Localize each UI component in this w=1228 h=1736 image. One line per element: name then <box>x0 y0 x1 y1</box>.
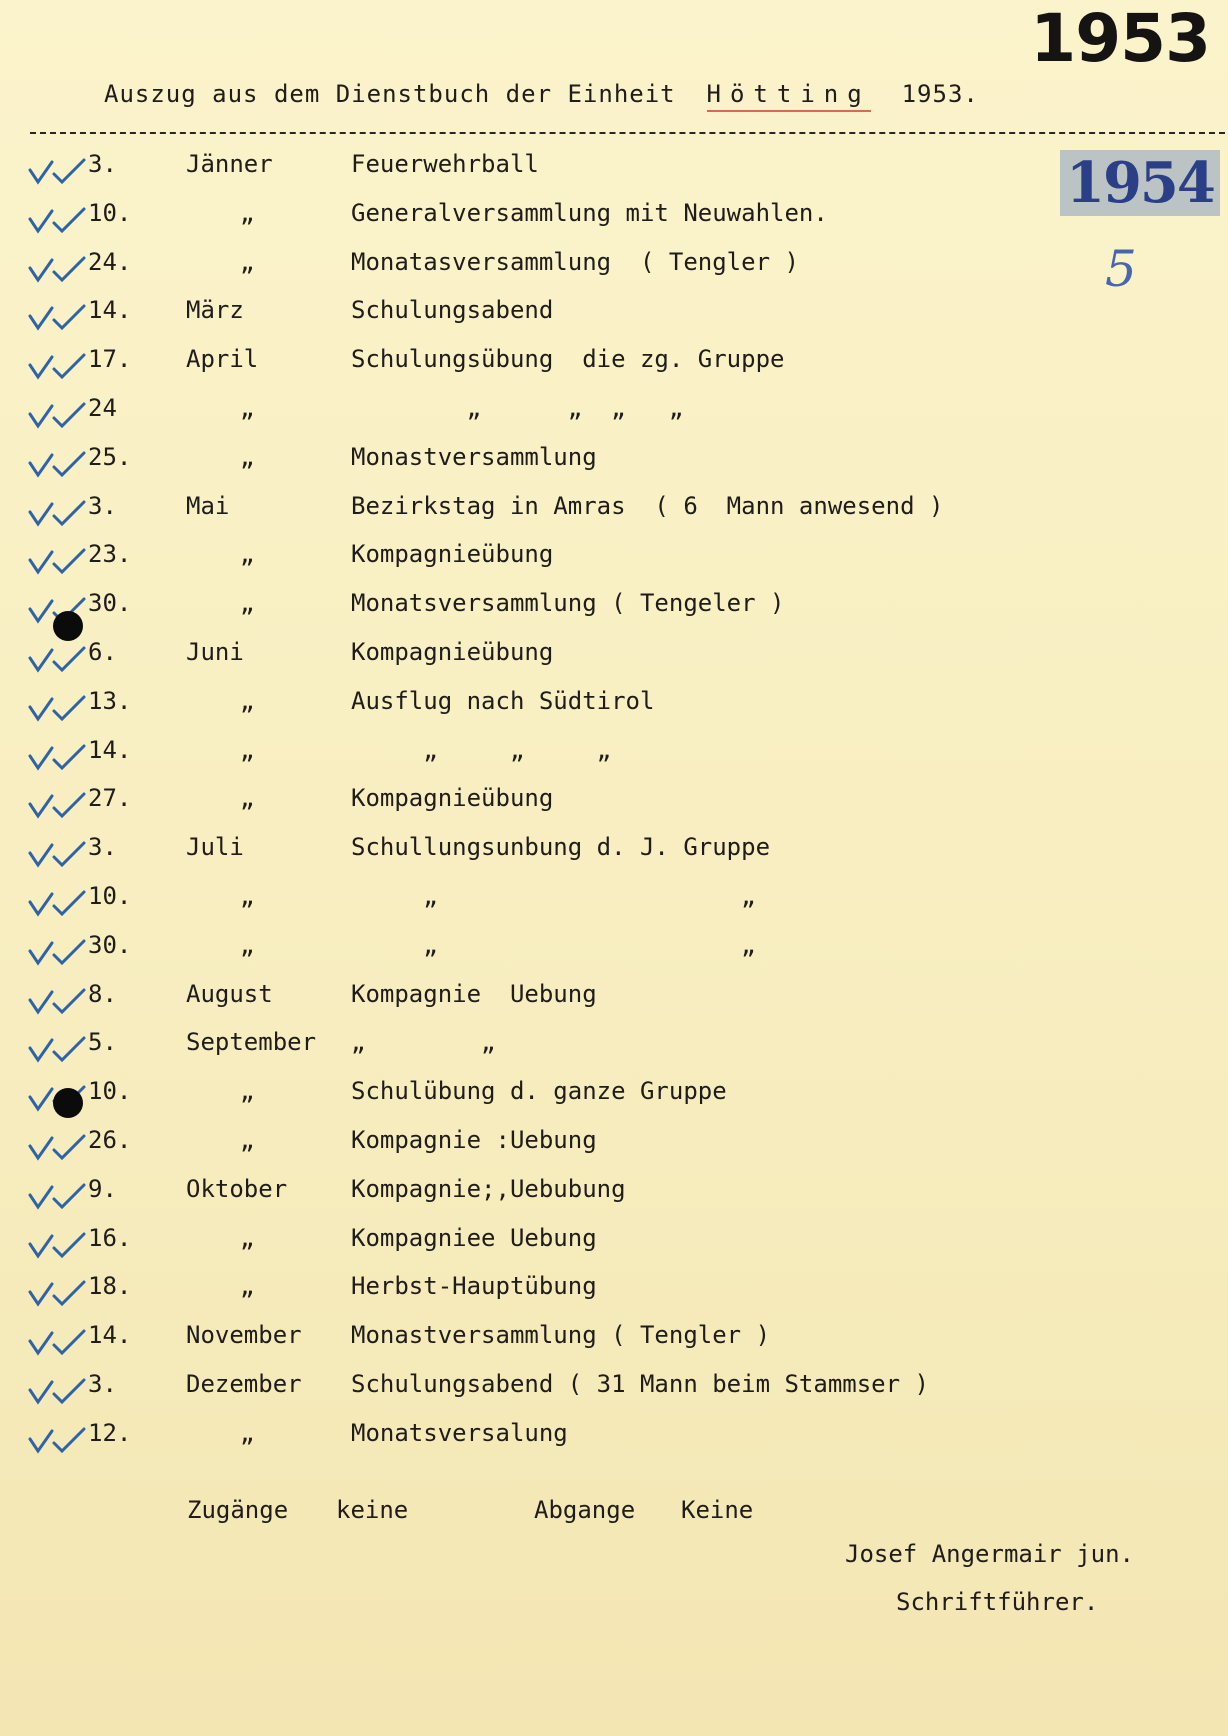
entry-month: „ <box>240 442 255 471</box>
entry-day: 25. <box>88 442 132 471</box>
entry-row <box>0 687 1228 727</box>
handwritten-number: 5 <box>1105 240 1137 298</box>
entry-month: „ <box>240 589 255 618</box>
entry-row <box>0 1028 1228 1068</box>
entry-day: 16. <box>88 1223 132 1252</box>
entry-row <box>0 736 1228 776</box>
entry-month: „ <box>240 394 255 422</box>
entry-day: 8. <box>88 979 117 1008</box>
entry-row <box>0 1419 1228 1459</box>
signatory-role: Schriftführer. <box>896 1588 1099 1616</box>
entry-text: Monatasversammlung ( Tengler ) <box>351 247 799 276</box>
entry-month: „ <box>240 735 255 764</box>
entry-month: „ <box>240 540 255 569</box>
entry-day: 10. <box>88 198 132 227</box>
entry-text: Bezirkstag in Amras ( 6 Mann anwesend ) <box>351 491 944 520</box>
punch-hole <box>53 1088 83 1118</box>
entry-row <box>0 1370 1228 1410</box>
unit-name: Hötting <box>707 80 871 112</box>
entry-row <box>0 784 1228 824</box>
zugaenge-label: Zugänge <box>187 1496 289 1524</box>
entry-text: Generalversammlung mit Neuwahlen. <box>351 198 828 227</box>
entry-text: Kompagniee Uebung <box>351 1223 597 1252</box>
entry-text: Kompagnie Uebung <box>351 979 597 1008</box>
entry-row <box>0 248 1228 288</box>
entry-text: Kompagnieübung <box>351 540 554 569</box>
entry-row <box>0 150 1228 190</box>
entry-month: September <box>186 1028 317 1057</box>
signatory-name: Josef Angermair jun. <box>845 1540 1134 1568</box>
entry-text: Schulungsabend <box>351 296 554 325</box>
entry-month: Juni <box>186 638 244 666</box>
entry-day: 9. <box>88 1174 117 1203</box>
entry-month: „ <box>240 198 255 227</box>
entry-row <box>0 931 1228 971</box>
entry-row <box>0 540 1228 580</box>
entry-month: Juli <box>186 833 244 862</box>
entry-month: „ <box>240 882 255 910</box>
entry-row <box>0 882 1228 922</box>
entry-month: Dezember <box>186 1370 302 1398</box>
entry-day: 13. <box>88 686 132 715</box>
entry-month: August <box>186 979 273 1008</box>
entry-day: 14. <box>88 735 132 764</box>
entry-row <box>0 1126 1228 1166</box>
entry-month: „ <box>240 247 255 276</box>
entry-day: 3. <box>88 491 117 520</box>
entry-text: „ „ <box>351 1028 496 1057</box>
entry-text: Kompagnieübung <box>351 638 554 666</box>
entry-row <box>0 296 1228 336</box>
entry-text: „ „ <box>351 930 756 959</box>
entry-day: 24 <box>88 394 117 422</box>
entry-row <box>0 1272 1228 1312</box>
entry-row <box>0 833 1228 873</box>
entry-day: 26. <box>88 1126 132 1154</box>
entry-day: 27. <box>88 784 132 813</box>
entry-text: Herbst-Hauptübung <box>351 1272 597 1301</box>
entry-day: 14. <box>88 296 132 325</box>
entry-month: „ <box>240 784 255 813</box>
entry-month: November <box>186 1321 302 1350</box>
entry-row <box>0 443 1228 483</box>
entry-row <box>0 345 1228 385</box>
entry-day: 23. <box>88 540 132 569</box>
entry-text: Monatsversalung <box>351 1418 568 1447</box>
header-prefix: Auszug aus dem Dienstbuch der Einheit <box>104 80 676 108</box>
year-stamp: 1953 <box>1030 0 1210 77</box>
entry-row <box>0 394 1228 434</box>
entry-day: 3. <box>88 1370 117 1398</box>
entry-text: Kompagnie :Uebung <box>351 1126 597 1154</box>
entry-text: Schulübung d. ganze Gruppe <box>351 1077 727 1106</box>
zugaenge-value: keine <box>336 1496 409 1524</box>
entry-day: 17. <box>88 345 132 374</box>
entry-month: „ <box>240 686 255 715</box>
entry-text: Feuerwehrball <box>351 150 539 178</box>
header-divider <box>30 132 1225 134</box>
entry-month: Oktober <box>186 1174 288 1203</box>
entry-row <box>0 980 1228 1020</box>
entry-text: Kompagnieübung <box>351 784 554 813</box>
entry-day: 30. <box>88 589 132 618</box>
entry-text: „ „ <box>351 882 756 910</box>
entry-text: „ „ „ „ <box>351 394 684 422</box>
entry-row <box>0 1175 1228 1215</box>
entry-month: „ <box>240 1272 255 1301</box>
entry-row <box>0 1321 1228 1361</box>
entry-month: „ <box>240 930 255 959</box>
entry-month: März <box>186 296 244 325</box>
entry-row <box>0 589 1228 629</box>
entry-row <box>0 492 1228 532</box>
entry-day: 18. <box>88 1272 132 1301</box>
document-header <box>104 80 979 108</box>
entry-text: Monatsversammlung ( Tengeler ) <box>351 589 785 618</box>
entry-row <box>0 1224 1228 1264</box>
entry-month: April <box>186 345 259 374</box>
entry-month: „ <box>240 1077 255 1106</box>
abgaenge-value: Keine <box>681 1496 754 1524</box>
entry-month: „ <box>240 1223 255 1252</box>
entry-month: Jänner <box>186 150 273 178</box>
entry-text: Kompagnie;,Uebubung <box>351 1174 626 1203</box>
entry-day: 30. <box>88 930 132 959</box>
entry-row <box>0 1077 1228 1117</box>
entry-row <box>0 638 1228 678</box>
entry-text: Schulungsabend ( 31 Mann beim Stammser ) <box>351 1370 929 1398</box>
entry-day: 3. <box>88 150 117 178</box>
entry-text: Schullungsunbung d. J. Gruppe <box>351 833 771 862</box>
entry-day: 10. <box>88 1077 132 1106</box>
entry-text: „ „ „ <box>351 735 612 764</box>
entry-text: Monastversammlung ( Tengler ) <box>351 1321 771 1350</box>
entry-text: Schulungsübung die zg. Gruppe <box>351 345 785 374</box>
entry-day: 5. <box>88 1028 117 1057</box>
entry-text: Monastversammlung <box>351 442 597 471</box>
entry-day: 3. <box>88 833 117 862</box>
entry-month: „ <box>240 1418 255 1447</box>
abgaenge-label: Abgange <box>534 1496 636 1524</box>
entry-month: Mai <box>186 491 230 520</box>
entry-day: 6. <box>88 638 117 666</box>
entry-day: 10. <box>88 882 132 910</box>
punch-hole <box>53 611 83 641</box>
entry-text: Ausflug nach Südtirol <box>351 686 655 715</box>
entry-day: 24. <box>88 247 132 276</box>
entry-month: „ <box>240 1126 255 1154</box>
entry-day: 14. <box>88 1321 132 1350</box>
entry-day: 12. <box>88 1418 132 1447</box>
header-year: 1953. <box>901 80 979 108</box>
blue-year-stamp: 1954 <box>1060 150 1220 216</box>
entry-row <box>0 199 1228 239</box>
